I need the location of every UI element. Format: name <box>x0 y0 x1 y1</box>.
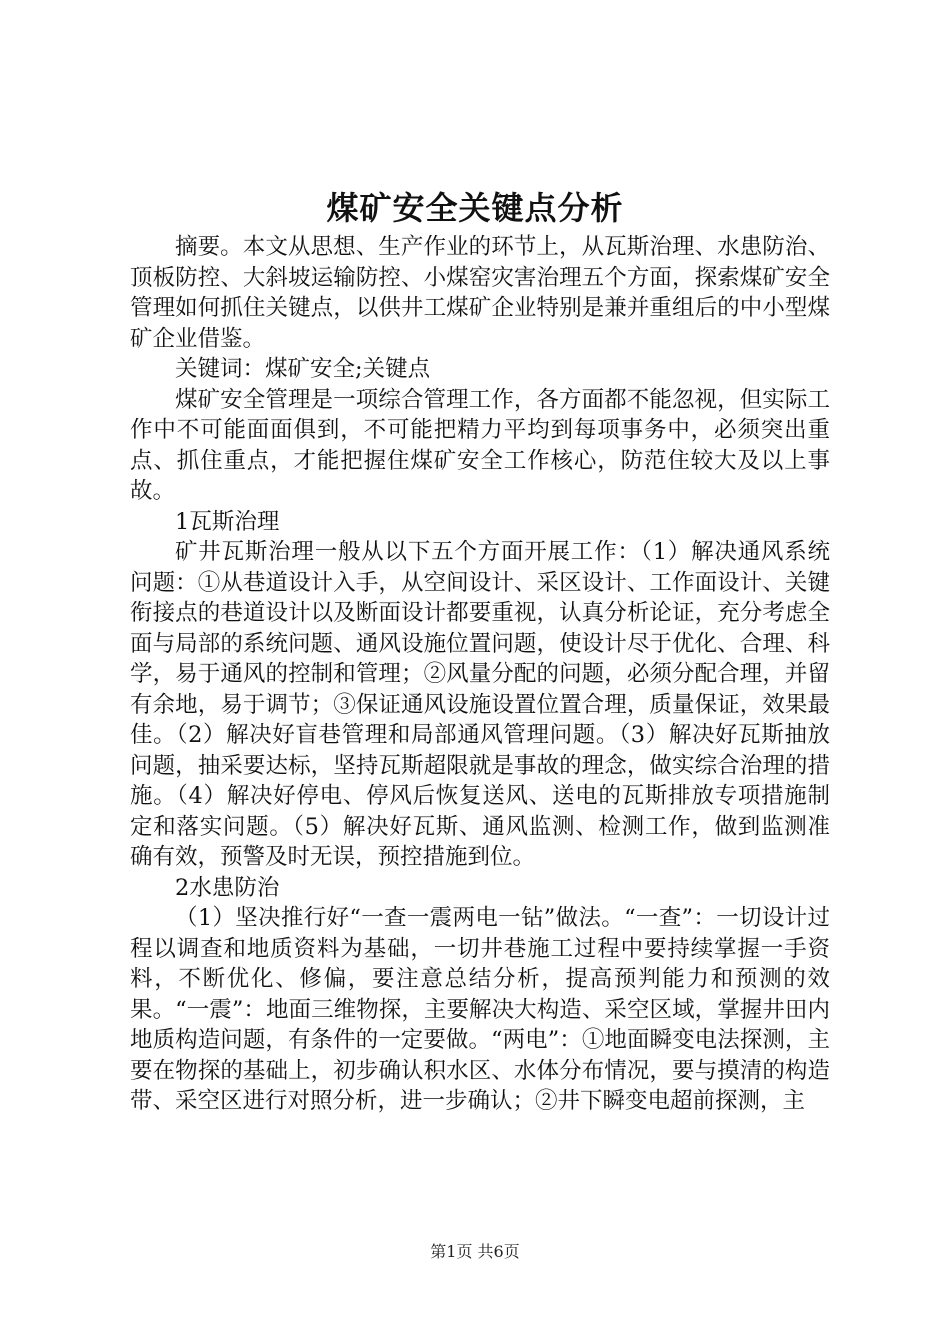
document-title: 煤矿安全关键点分析 <box>326 189 624 227</box>
abstract-paragraph: 摘要。本文从思想、生产作业的环节上，从瓦斯治理、水患防治、顶板防控、大斜坡运输防控、小煤窑灾害治理五个方面，探索煤矿安全管理如何抓住关键点，以供井工煤矿企业特别是兼并重组后的中小型煤矿企业借鉴。 <box>130 234 830 352</box>
section-heading-water: 2水患防治 <box>175 874 280 901</box>
gas-paragraph: 矿井瓦斯治理一般从以下五个方面开展工作：（1）解决通风系统问题：①从巷道设计入手，从空间设计、采区设计、工作面设计、关键衔接点的巷道设计以及断面设计都要重视，认真分析论证，充分考虑全面与局部的系统问题、通风设施位置问题，使设计尽于优化、合理、科学，易于通风的控制和管理；②风量分配的问题，必须分配合理，并留有余地，易于调节；③保证通风设施设置位置合理，质量保证，效果最佳。（2）解决好盲巷管理和局部通风管理问题。（3）解决好瓦斯抽放问题，抽采要达标，坚持瓦斯超限就是事故的理念，做实综合治理的措施。（4）解决好停电、停风后恢复送风、送电的瓦斯排放专项措施制定和落实问题。（5）解决好瓦斯、通风监测、检测工作，做到监测准确有效，预警及时无误，预控措施到位。 <box>130 539 830 870</box>
keywords-paragraph: 关键词：煤矿安全;关键点 <box>175 356 431 382</box>
page-footer: 第1页 共6页 <box>430 1242 520 1261</box>
section-heading-gas: 1瓦斯治理 <box>175 508 280 535</box>
intro-paragraph: 煤矿安全管理是一项综合管理工作，各方面都不能忽视，但实际工作中不可能面面俱到，不可能把精力平均到每项事务中，必须突出重点、抓住重点，才能把握住煤矿安全工作核心，防范住较大及以上事故。 <box>130 386 830 504</box>
document-body <box>130 232 830 1117</box>
water-paragraph: （1）坚决推行好“一查一震两电一钻”做法。“一查”：一切设计过程以调查和地质资料为基础，一切井巷施工过程中要持续掌握一手资料，不断优化、修偏，要注意总结分析，提高预判能力和预测的效果。“一震”：地面三维物探，主要解决大构造、采空区域，掌握井田内地质构造问题，有条件的一定要做。“两电”：①地面瞬变电法探测，主要在物探的基础上，初步确认积水区、水体分布情况，要与摸清的构造带、采空区进行对照分析，进一步确认；②井下瞬变电超前探测，主 <box>130 905 830 1114</box>
